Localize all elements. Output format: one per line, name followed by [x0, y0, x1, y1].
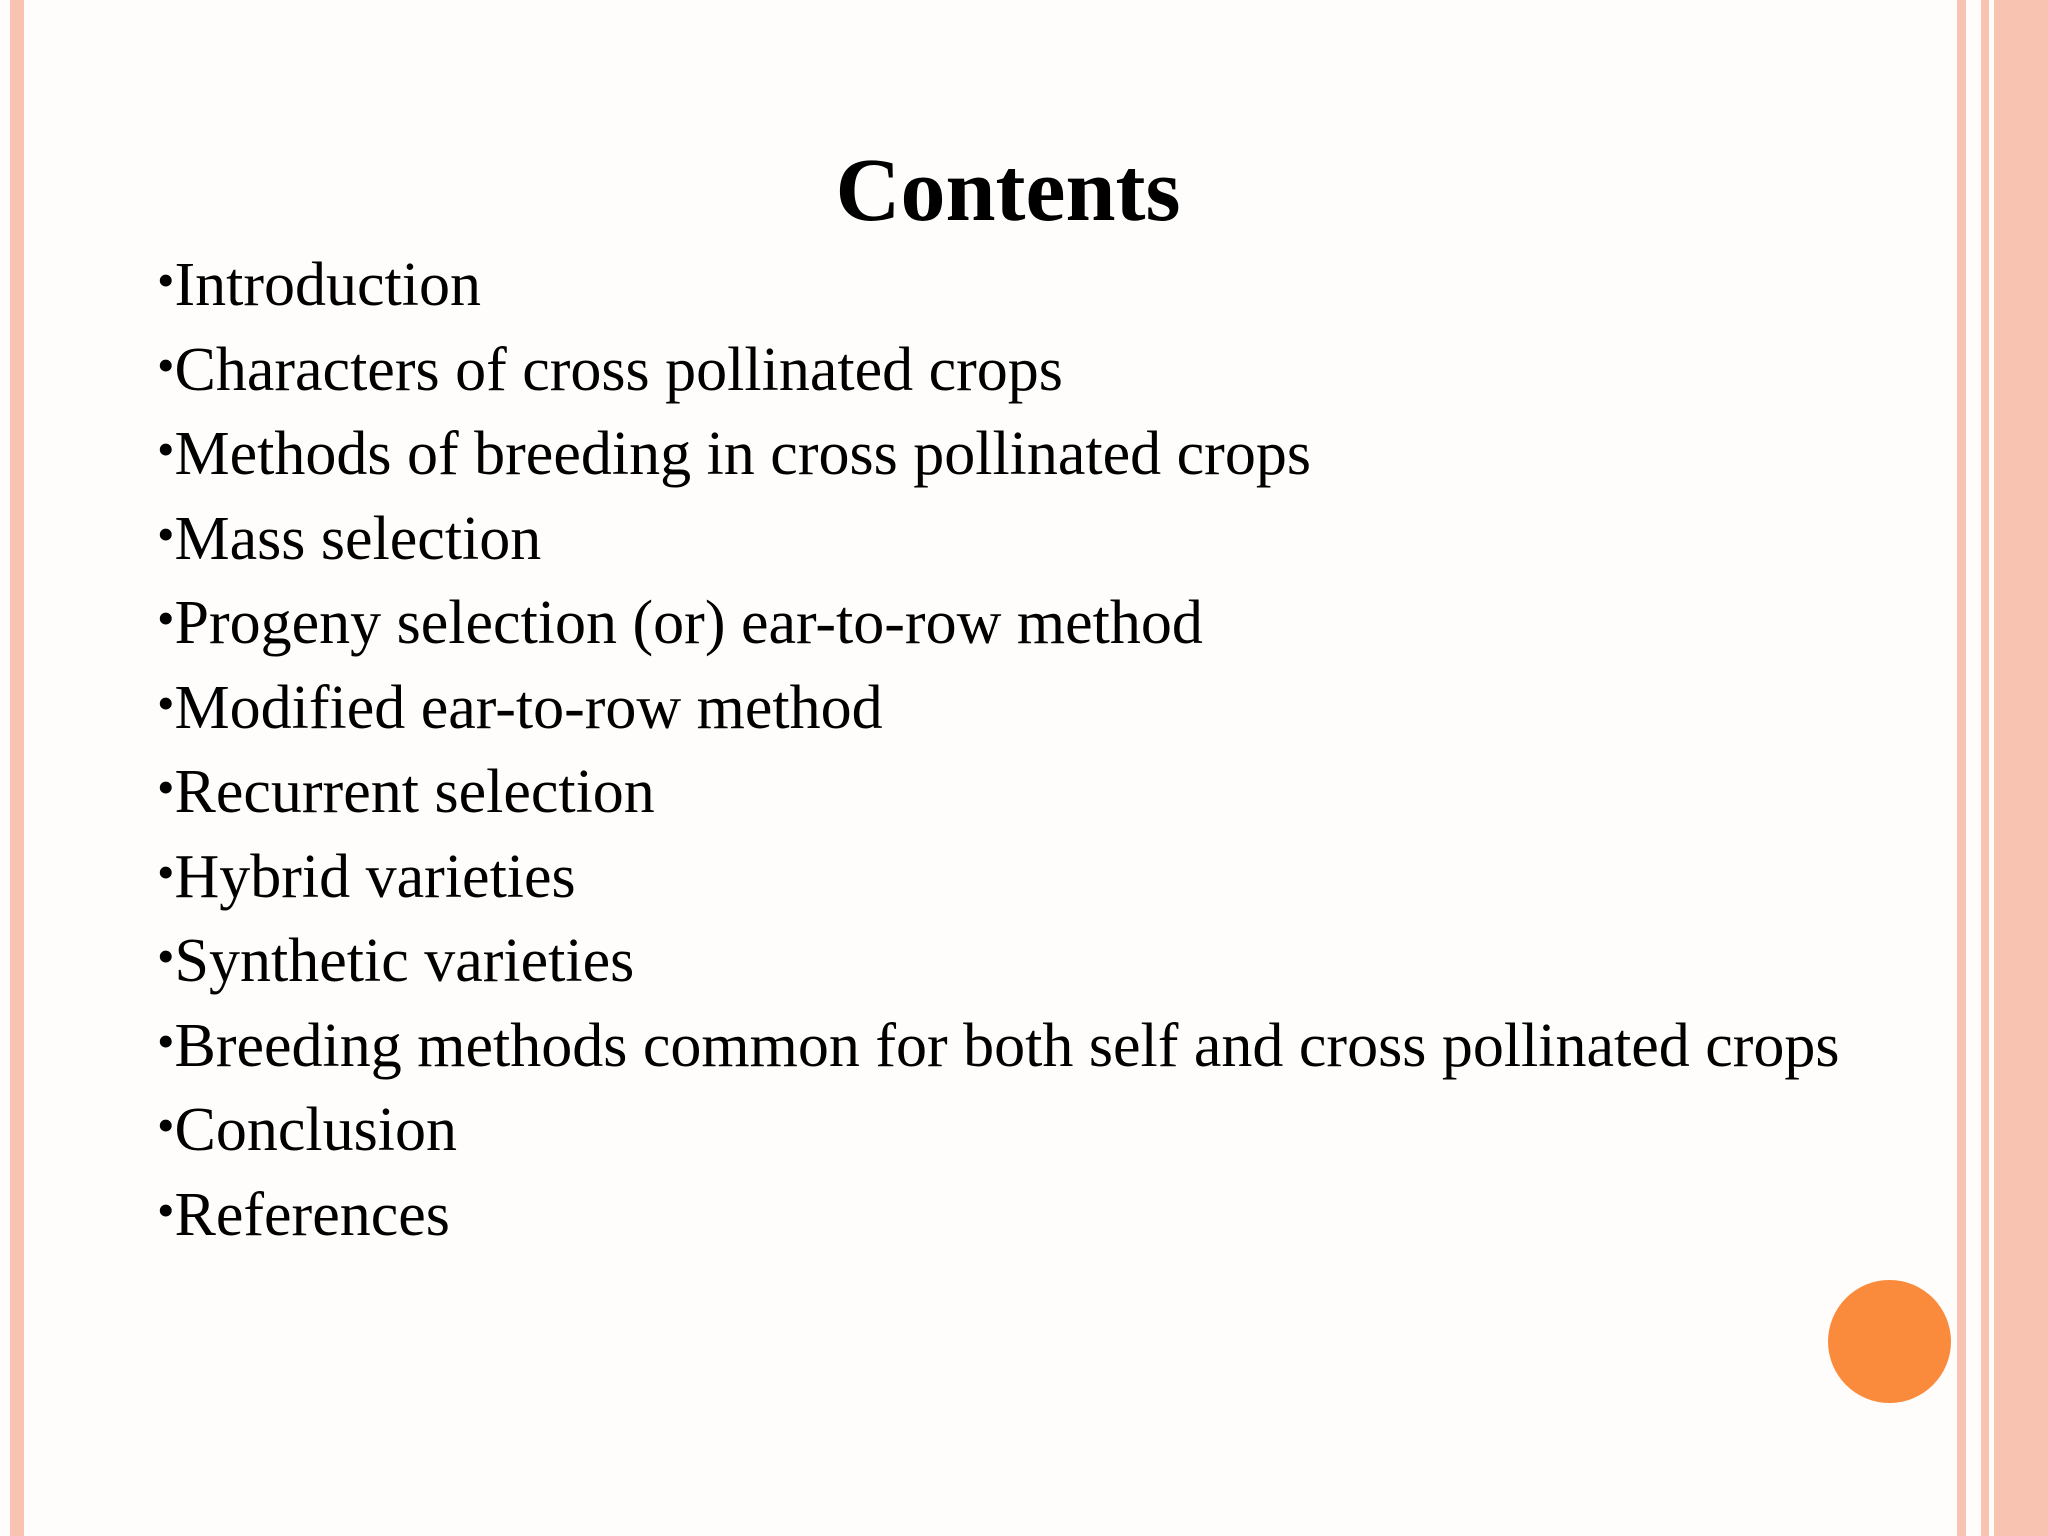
bullet: • [157, 1181, 175, 1238]
slide-title [0, 136, 2048, 246]
list-item [157, 668, 1947, 753]
list-item [157, 414, 1947, 499]
list-item-text: Hybrid varieties [174, 842, 576, 911]
orange-circle-decoration [1828, 1280, 1951, 1403]
list-item-text: Introduction [174, 251, 482, 319]
bullet: • [157, 336, 175, 393]
list-item [157, 330, 1947, 415]
list-item [157, 1090, 1947, 1175]
bullet: • [157, 252, 175, 308]
list-item [157, 1175, 1947, 1260]
bullet: • [157, 421, 175, 477]
list-item-text: Methods of breeding in cross pollinated crops [174, 420, 1311, 488]
bullet: • [157, 505, 175, 562]
list-item-text: Conclusion [174, 1096, 457, 1164]
contents-list [157, 245, 1947, 1259]
bullet: • [157, 928, 175, 984]
bullet: • [157, 1097, 175, 1153]
list-item-text: Characters of cross pollinated crops [174, 335, 1063, 404]
list-item [157, 583, 1947, 668]
list-item-text: Breeding methods common for both self and cross pollinated crops [174, 1011, 1840, 1080]
list-item [157, 921, 1947, 1006]
list-item-text: Recurrent selection [174, 758, 655, 826]
list-item [157, 1006, 1947, 1091]
list-item-text: Modified ear-to-row method [174, 673, 883, 742]
slide-title-text: Contents [835, 141, 1181, 240]
bullet: • [157, 674, 175, 731]
bullet: • [157, 759, 175, 815]
list-item [157, 837, 1947, 922]
list-item [157, 752, 1947, 837]
list-item-text: Progeny selection (or) ear-to-row method [174, 589, 1203, 657]
list-item-text: References [174, 1180, 450, 1249]
list-item [157, 499, 1947, 584]
bullet: • [157, 843, 175, 900]
bullet: • [157, 1012, 175, 1069]
list-item-text: Mass selection [174, 504, 542, 573]
list-item-text: Synthetic varieties [174, 927, 635, 995]
list-item [157, 245, 1947, 330]
bullet: • [157, 590, 175, 646]
